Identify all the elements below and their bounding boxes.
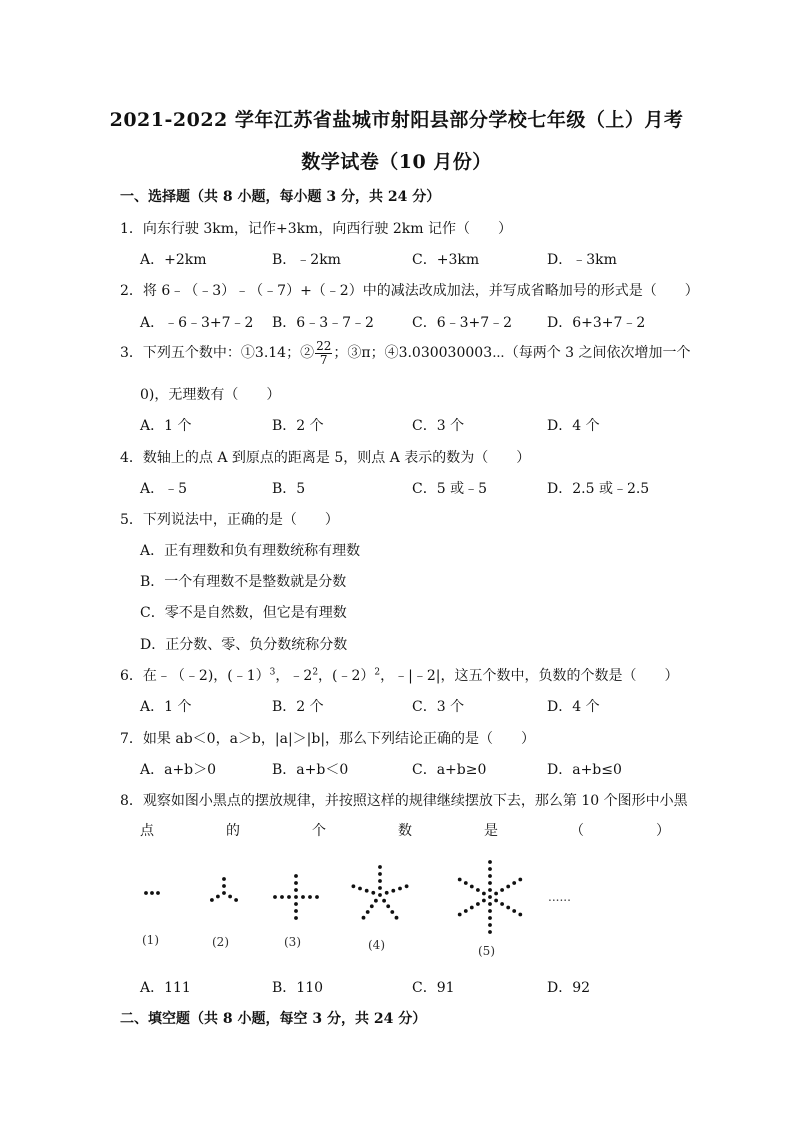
pattern-dot — [488, 867, 492, 871]
pattern-dot — [506, 885, 510, 889]
q3-stem-part-a: 3．下列五个数中：①3.14；② — [120, 345, 315, 362]
pattern-dot — [512, 909, 516, 913]
question-3-stem — [120, 340, 691, 366]
q6-option-a: A．1 个 — [140, 699, 192, 715]
pattern-dot — [378, 865, 382, 869]
pattern-dot — [488, 881, 492, 885]
pattern-dot — [506, 906, 510, 910]
pattern-dot — [488, 923, 492, 927]
q2-option-c: C．6﹣3+7﹣2 — [412, 315, 513, 331]
q8-cont-char: ） — [656, 823, 670, 839]
q8-cont-char: 数 — [398, 823, 412, 839]
q1-option-a: A．+2km — [140, 252, 207, 268]
pattern-dot — [482, 899, 486, 903]
pattern-dot — [222, 877, 226, 881]
q3-option-c: C．3 个 — [412, 418, 465, 434]
pattern-dot — [464, 881, 468, 885]
pattern-dot — [390, 910, 394, 914]
pattern-dot — [488, 930, 492, 934]
q8-cont-char: （ — [570, 823, 584, 839]
q4-option-b: B．5 — [272, 481, 306, 497]
question-1-stem: 1．向东行驶 3km，记作+3km，向西行驶 2km 记作（ ） — [120, 221, 512, 237]
pattern-dot — [500, 888, 504, 892]
pattern-dot — [210, 898, 214, 902]
pattern-dot — [294, 909, 298, 913]
q3-option-a: A．1 个 — [140, 418, 192, 434]
question-7-stem: 7．如果 ab＜0，a＞b，|a|＞|b|，那么下列结论正确的是（ ） — [120, 731, 536, 747]
question-8-stem-cont — [140, 820, 670, 840]
pattern-dot — [371, 891, 375, 895]
pattern-dot — [386, 904, 390, 908]
q6-option-d: D．4 个 — [547, 699, 600, 715]
pattern-dot — [494, 899, 498, 903]
pattern-dot — [518, 913, 522, 917]
pattern-dot — [488, 888, 492, 892]
question-6-stem — [120, 665, 679, 685]
pattern-dot — [144, 891, 148, 895]
q3-fraction-denominator: 7 — [319, 352, 328, 367]
q8-option-c: C．91 — [412, 980, 455, 996]
pattern-dot — [405, 884, 409, 888]
pattern-dot — [494, 892, 498, 896]
pattern-dot — [308, 895, 312, 899]
pattern-dot — [488, 909, 492, 913]
q6-stem-part-b: ，﹣2 — [275, 668, 313, 684]
pattern-dot — [488, 874, 492, 878]
dot-pattern-figures — [130, 848, 590, 968]
pattern-dot — [294, 888, 298, 892]
q8-cont-char: 的 — [226, 823, 240, 839]
q3-stem-part-b: ；③π；④3.030030003⋯（每两个 3 之间依次增加一个 — [333, 345, 691, 362]
pattern-dot — [294, 895, 298, 899]
pattern-dot — [294, 902, 298, 906]
pattern-dot — [358, 887, 362, 891]
q6-exponent-3: 2 — [374, 667, 381, 678]
pattern-dot — [294, 874, 298, 878]
pattern-dot — [488, 860, 492, 864]
q5-option-a: A．正有理数和负有理数统称有理数 — [140, 543, 361, 559]
page-title-line1: 2021-2022 学年江苏省盐城市射阳县部分学校七年级（上）月考 — [109, 109, 684, 131]
pattern-dot — [374, 899, 378, 903]
q8-option-d: D．92 — [547, 980, 591, 996]
q6-exponent-1: 3 — [269, 667, 276, 678]
pattern-dot — [150, 891, 154, 895]
pattern-dot — [482, 892, 486, 896]
pattern-dot — [294, 881, 298, 885]
section2-heading: 二、填空题（共 8 小题，每空 3 分，共 24 分） — [120, 1011, 427, 1027]
pattern-dot — [500, 902, 504, 906]
pattern-dot — [352, 884, 356, 888]
q8-cont-char: 个 — [312, 823, 326, 839]
pattern-dot — [470, 885, 474, 889]
q8-option-a: A．111 — [140, 980, 191, 996]
q2-option-a: A．﹣6﹣3+7﹣2 — [140, 315, 254, 331]
q4-option-c: C．5 或﹣5 — [412, 481, 487, 497]
q1-option-d: D．﹣3km — [547, 252, 617, 268]
pattern-dot — [301, 895, 305, 899]
q1-option-b: B．﹣2km — [272, 252, 341, 268]
q7-option-a: A．a+b＞0 — [140, 762, 217, 778]
pattern-dot — [458, 913, 462, 917]
pattern-dot — [378, 893, 382, 897]
figure-label-1: (1) — [142, 933, 159, 947]
q5-option-c: C．零不是自然数，但它是有理数 — [140, 605, 347, 621]
q3-fraction-numerator: 22 — [316, 339, 332, 353]
pattern-dot — [362, 916, 366, 920]
q5-option-b: B．一个有理数不是整数就是分数 — [140, 574, 347, 590]
pattern-dot — [216, 895, 220, 899]
pattern-dot — [458, 878, 462, 882]
pattern-dot — [488, 916, 492, 920]
pattern-dot — [395, 916, 399, 920]
section1-heading: 一、选择题（共 8 小题，每小题 3 分，共 24 分） — [120, 189, 441, 205]
pattern-dot — [315, 895, 319, 899]
pattern-dot — [518, 878, 522, 882]
q1-option-c: C．+3km — [412, 252, 480, 268]
q2-option-b: B．6﹣3﹣7﹣2 — [272, 315, 374, 331]
q8-option-b: B．110 — [272, 980, 324, 996]
pattern-dot — [385, 891, 389, 895]
pattern-dot — [366, 910, 370, 914]
q2-option-d: D．6+3+7﹣2 — [547, 315, 646, 331]
q4-option-a: A．﹣5 — [140, 481, 188, 497]
pattern-dot — [365, 889, 369, 893]
pattern-dot — [382, 899, 386, 903]
q6-exponent-2: 2 — [312, 667, 319, 678]
pattern-dot — [488, 902, 492, 906]
pattern-dot — [280, 895, 284, 899]
question-5-stem: 5．下列说法中，正确的是（ ） — [120, 512, 339, 528]
pattern-dot — [222, 891, 226, 895]
q6-stem-part-a: 6．在﹣（﹣2)，(﹣1） — [120, 668, 270, 684]
pattern-dot — [156, 891, 160, 895]
pattern-dot — [222, 884, 226, 888]
figure-label-5: (5) — [478, 944, 495, 958]
pattern-dot — [476, 902, 480, 906]
pattern-dot — [464, 909, 468, 913]
figure-label-2: (2) — [212, 935, 229, 949]
q5-option-d: D．正分数、零、负分数统称分数 — [140, 637, 348, 653]
pattern-dot — [370, 904, 374, 908]
q3-fraction — [315, 340, 332, 366]
figure-label-3: (3) — [284, 935, 301, 949]
pattern-dot — [398, 887, 402, 891]
pattern-dots — [144, 860, 522, 934]
pattern-dot — [378, 872, 382, 876]
question-4-stem: 4．数轴上的点 A 到原点的距离是 5，则点 A 表示的数为（ ） — [120, 450, 531, 466]
q8-cont-char: 点 — [140, 823, 154, 839]
figure-label-4: (4) — [368, 938, 385, 952]
pattern-dot — [488, 895, 492, 899]
q7-option-c: C．a+b≥0 — [412, 762, 487, 778]
q6-stem-part-d: ，﹣|﹣2|，这五个数中，负数的个数是（ ） — [380, 668, 679, 684]
ellipsis: ...... — [548, 890, 571, 904]
pattern-dot — [476, 888, 480, 892]
q7-option-d: D．a+b≤0 — [547, 762, 622, 778]
pattern-dot — [287, 895, 291, 899]
q6-stem-part-c: ，(﹣2） — [318, 668, 375, 684]
question-3-stem-cont: 0)，无理数有（ ） — [140, 387, 281, 403]
pattern-dot — [234, 898, 238, 902]
pattern-dot — [470, 906, 474, 910]
pattern-dot — [378, 879, 382, 883]
q4-option-d: D．2.5 或﹣2.5 — [547, 481, 650, 497]
pattern-dot — [378, 886, 382, 890]
q6-option-c: C．3 个 — [412, 699, 465, 715]
page-title-line2: 数学试卷（10 月份） — [301, 151, 492, 173]
pattern-dot — [512, 881, 516, 885]
question-2-stem: 2．将 6﹣（﹣3）﹣（﹣7）+（﹣2）中的减法改成加法，并写成省略加号的形式是（ ） — [120, 283, 699, 299]
pattern-dot — [273, 895, 277, 899]
q3-option-b: B．2 个 — [272, 418, 324, 434]
q3-option-d: D．4 个 — [547, 418, 600, 434]
q8-cont-char: 是 — [484, 823, 498, 839]
q7-option-b: B．a+b＜0 — [272, 762, 349, 778]
pattern-dot — [391, 889, 395, 893]
pattern-dot — [228, 895, 232, 899]
pattern-dot — [294, 916, 298, 920]
q6-option-b: B．2 个 — [272, 699, 324, 715]
question-8-stem: 8．观察如图小黑点的摆放规律，并按照这样的规律继续摆放下去，那么第 10 个图形中小黑 — [120, 793, 688, 809]
